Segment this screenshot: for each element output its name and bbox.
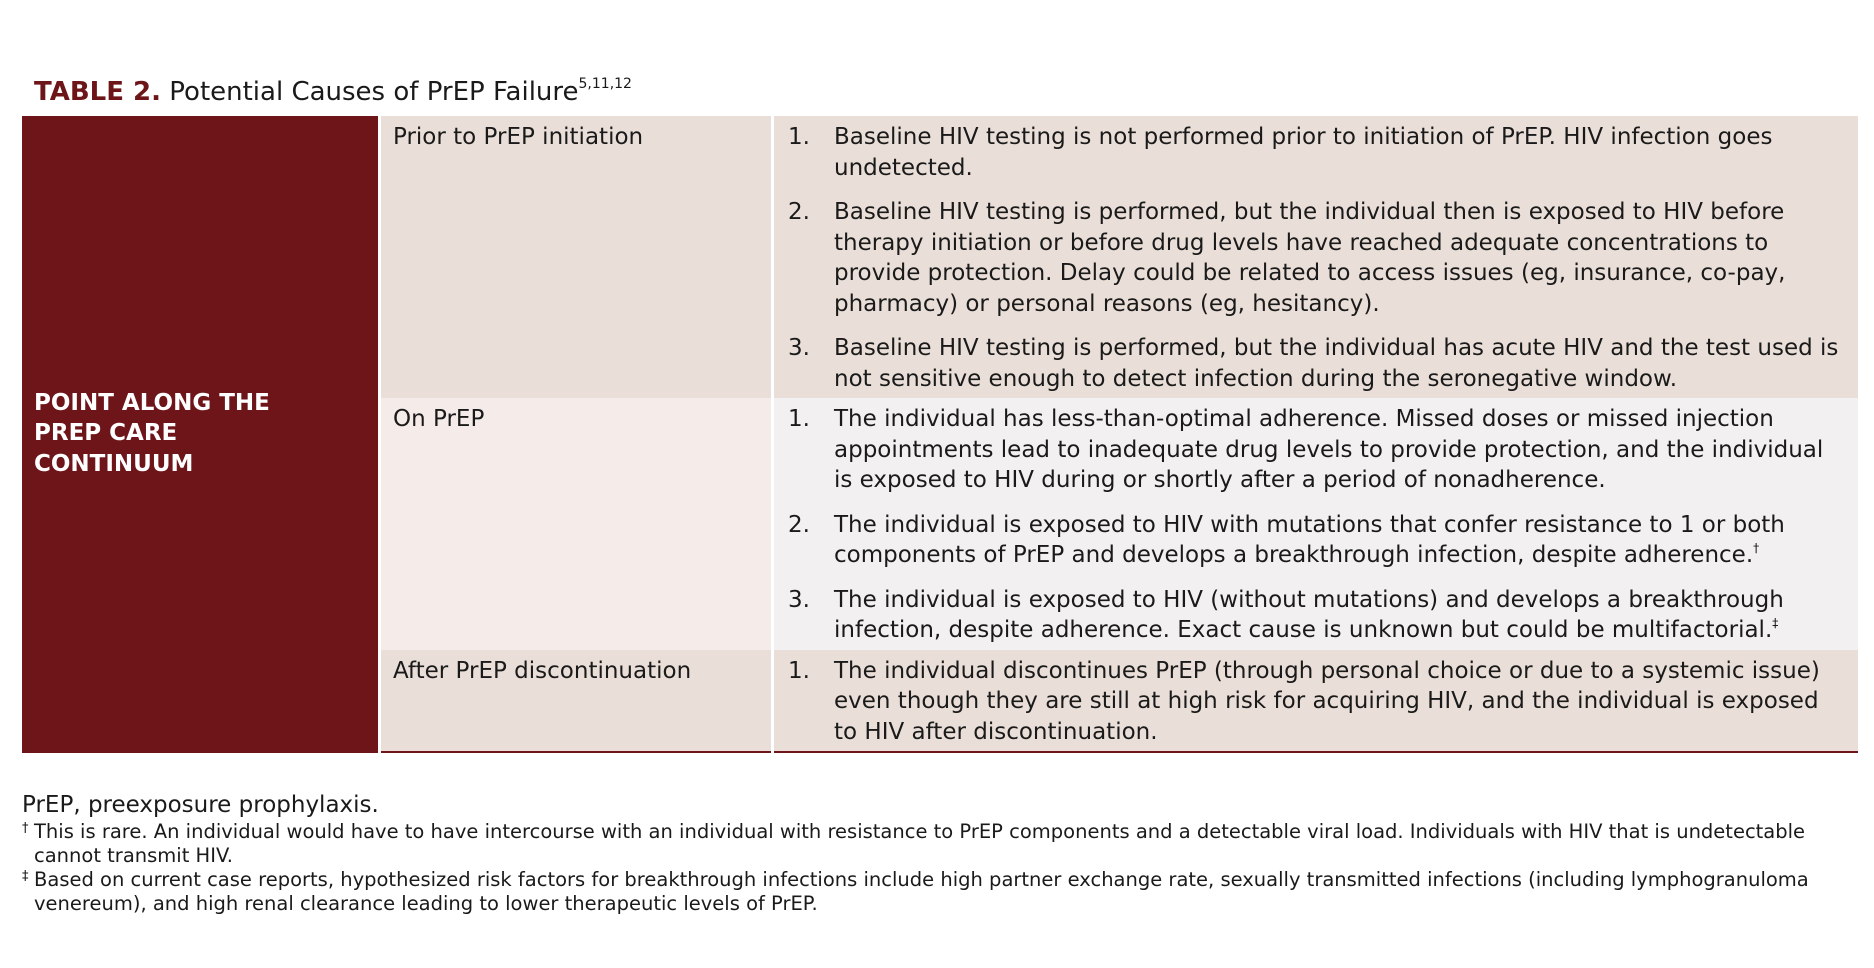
list-item: 2. Baseline HIV testing is performed, but the individual then is exposed to HIV before therapy initiation or before drug levels have reached adequate concentrations to provide protection. Delay could be related to access issues (eg, insurance, co-pay, pharmacy) or personal reasons (eg, hesitancy).: [788, 199, 1786, 317]
row-header: [22, 116, 380, 752]
row-header-text: POINT ALONG THE PREP CARE CONTINUUM: [34, 389, 270, 477]
causes-list: [788, 656, 1844, 748]
list-item: 2. The individual is exposed to HIV with mutations that confer resistance to 1 or both components of PrEP and develops a breakthrough infection, despite adherence.†: [788, 511, 1785, 568]
causes-list: [788, 122, 1844, 394]
footnote-double-dagger: ‡ Based on current case reports, hypothesized risk factors for breakthrough infections include high partner exchange rate, sexually transmitted infections (including lymphogranuloma venereum), and high renal clearance leading to lower therapeutic levels of PrEP.: [22, 868, 1809, 915]
list-item: 3. The individual is exposed to HIV (without mutations) and develops a breakthrough infection, despite adherence. Exact cause is unknown but could be multifactorial.‡: [788, 586, 1784, 643]
causes-prior: [773, 116, 1859, 398]
list-item: 1. Baseline HIV testing is not performed prior to initiation of PrEP. HIV infection goes undetected.: [788, 124, 1773, 181]
footnote-dagger: † This is rare. An individual would have to have intercourse with an individual with resistance to PrEP components and a detectable viral load. Individuals with HIV that is undetectable cannot transmit HIV.: [22, 820, 1806, 867]
causes-list: [788, 404, 1844, 646]
stage-on-prep: On PrEP: [380, 398, 773, 650]
table-label: TABLE 2.: [34, 77, 162, 107]
stage-prior: Prior to PrEP initiation: [380, 116, 773, 398]
table-title: [34, 76, 632, 108]
table-footnotes: [22, 790, 1862, 916]
abbreviation-note: PrEP, preexposure prophylaxis.: [22, 792, 379, 818]
causes-on-prep: [773, 398, 1859, 650]
list-item: 1. The individual has less-than-optimal adherence. Missed doses or missed injection appointments lead to inadequate drug levels to provide protection, and the individual is exposed to HIV during or shortly after a period of nonadherence.: [788, 406, 1824, 493]
list-item: 3. Baseline HIV testing is performed, but the individual has acute HIV and the test used is not sensitive enough to detect infection during the seronegative window.: [788, 335, 1839, 392]
stage-after: After PrEP discontinuation: [380, 650, 773, 753]
list-item: 1. The individual discontinues PrEP (through personal choice or due to a systemic issue) even though they are still at high risk for acquiring HIV, and the individual is exposed to HIV after discontinuation.: [788, 657, 1820, 745]
table-row: [22, 116, 1858, 398]
footnote-mark-dagger: †: [1753, 541, 1760, 555]
table-caption: Potential Causes of PrEP Failure: [169, 77, 579, 107]
caption-references: 5,11,12: [578, 76, 632, 92]
cut-off-body-text: [22, 948, 1852, 968]
prep-failure-table: [22, 116, 1858, 753]
footnote-mark-double-dagger: ‡: [1772, 616, 1779, 630]
causes-after: [773, 650, 1859, 753]
